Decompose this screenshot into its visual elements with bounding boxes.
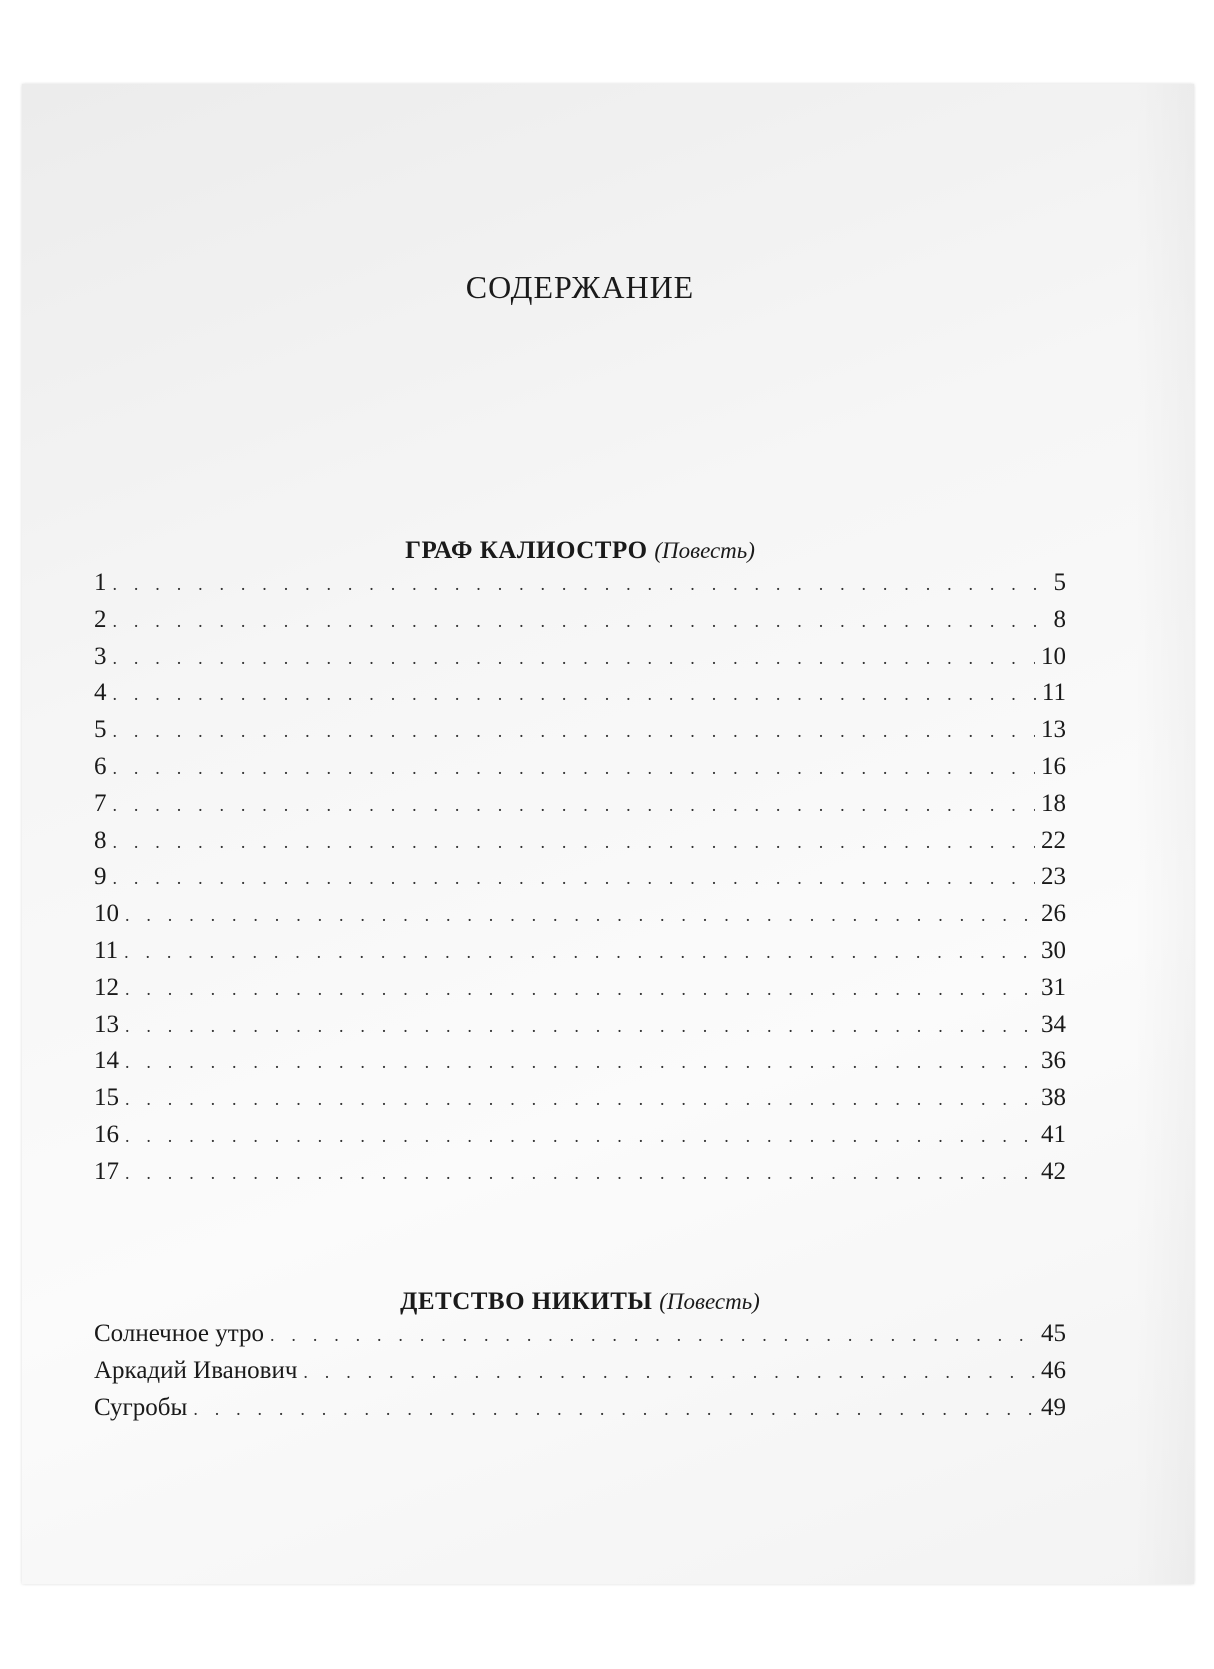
toc-entry[interactable] — [94, 639, 1066, 676]
toc-entry[interactable] — [94, 1154, 1066, 1191]
dot-leader — [125, 1081, 1035, 1118]
entry-label: Сугробы — [94, 1393, 188, 1421]
entry-page-number: 45 — [1041, 1320, 1066, 1347]
dot-leader — [113, 824, 1036, 861]
section-title: ДЕТСТВО НИКИТЫ — [400, 1288, 653, 1315]
toc-entry[interactable] — [94, 1353, 1066, 1390]
entry-label: Солнечное утро — [94, 1320, 265, 1347]
entry-label: 13 — [94, 1010, 119, 1038]
toc-entry[interactable] — [94, 786, 1066, 823]
entry-page-number: 49 — [1041, 1393, 1066, 1421]
entry-page-number: 13 — [1041, 716, 1066, 744]
toc-entry[interactable] — [94, 565, 1066, 602]
dot-leader — [125, 1044, 1035, 1081]
section-kind: (Повесть) — [659, 1289, 760, 1314]
entry-label: 17 — [94, 1157, 119, 1185]
toc-entry[interactable] — [94, 1117, 1066, 1154]
toc-entry[interactable] — [94, 1316, 1066, 1353]
toc-entry[interactable] — [94, 896, 1066, 933]
entry-label: 7 — [94, 789, 107, 817]
section-kind: (Повесть) — [654, 538, 755, 563]
entry-page-number: 5 — [1053, 569, 1066, 596]
entry-label: 9 — [94, 863, 107, 891]
entry-label: 14 — [94, 1047, 119, 1075]
toc-entry[interactable] — [94, 859, 1066, 896]
dot-leader — [113, 860, 1036, 897]
dot-leader — [303, 1354, 1035, 1391]
page-title: СОДЕРЖАНИЕ — [465, 269, 695, 305]
dot-leader — [125, 897, 1035, 934]
entry-label: 3 — [94, 642, 107, 670]
entry-page-number: 31 — [1041, 973, 1066, 1001]
entry-page-number: 36 — [1041, 1047, 1066, 1075]
entry-page-number: 23 — [1041, 863, 1066, 891]
section-heading-nikita-childhood — [94, 1288, 1066, 1316]
toc-entry[interactable] — [94, 712, 1066, 749]
dot-leader — [113, 640, 1036, 677]
entry-page-number: 26 — [1041, 900, 1066, 928]
dot-leader — [270, 1317, 1035, 1354]
dot-leader — [125, 1008, 1035, 1045]
book-page — [22, 84, 1194, 1584]
dot-leader — [125, 971, 1035, 1008]
dot-leader — [193, 1391, 1035, 1428]
dot-leader — [125, 1155, 1035, 1192]
entry-page-number: 42 — [1041, 1157, 1066, 1185]
entry-page-number: 46 — [1041, 1356, 1066, 1384]
toc-entry[interactable] — [94, 933, 1066, 970]
entry-label: 11 — [94, 936, 119, 964]
dot-leader — [113, 676, 1036, 713]
entry-page-number: 34 — [1041, 1010, 1066, 1038]
dot-leader — [113, 713, 1036, 750]
section-entries-count-cagliostro — [94, 565, 1066, 1191]
toc-entry[interactable] — [94, 1080, 1066, 1117]
dot-leader — [124, 934, 1035, 971]
entry-label: 10 — [94, 900, 119, 928]
dot-leader — [125, 1118, 1035, 1155]
section-title: ГРАФ КАЛИОСТРО — [405, 537, 648, 564]
section-entries-nikita-childhood — [94, 1316, 1066, 1426]
toc-entry[interactable] — [94, 675, 1066, 712]
entry-label: 1 — [94, 569, 107, 596]
dot-leader — [113, 750, 1036, 787]
entry-label: 6 — [94, 752, 107, 780]
toc-entry[interactable] — [94, 749, 1066, 786]
entry-label: 16 — [94, 1120, 119, 1148]
dot-leader — [113, 566, 1048, 603]
toc-entry[interactable] — [94, 1043, 1066, 1080]
entry-page-number: 38 — [1041, 1084, 1066, 1112]
toc-entry[interactable] — [94, 1390, 1066, 1427]
entry-page-number: 18 — [1041, 789, 1066, 817]
entry-page-number: 8 — [1053, 605, 1066, 633]
entry-page-number: 41 — [1041, 1120, 1066, 1148]
entry-page-number: 10 — [1041, 642, 1066, 670]
toc-entry[interactable] — [94, 1007, 1066, 1044]
dot-leader — [113, 603, 1048, 640]
entry-label: 5 — [94, 716, 107, 744]
entry-label: 2 — [94, 605, 107, 633]
toc-entry[interactable] — [94, 602, 1066, 639]
entry-page-number: 16 — [1041, 752, 1066, 780]
entry-label: 8 — [94, 826, 107, 854]
entry-page-number: 30 — [1041, 936, 1066, 964]
entry-page-number: 11 — [1041, 679, 1066, 707]
entry-label: 15 — [94, 1084, 119, 1112]
entry-label: 12 — [94, 973, 119, 1001]
toc-entry[interactable] — [94, 823, 1066, 860]
entry-label: Аркадий Иванович — [94, 1356, 298, 1384]
dot-leader — [113, 787, 1036, 824]
entry-label: 4 — [94, 679, 107, 707]
entry-page-number: 22 — [1041, 826, 1066, 854]
section-heading-count-cagliostro — [94, 537, 1066, 565]
toc-entry[interactable] — [94, 970, 1066, 1007]
